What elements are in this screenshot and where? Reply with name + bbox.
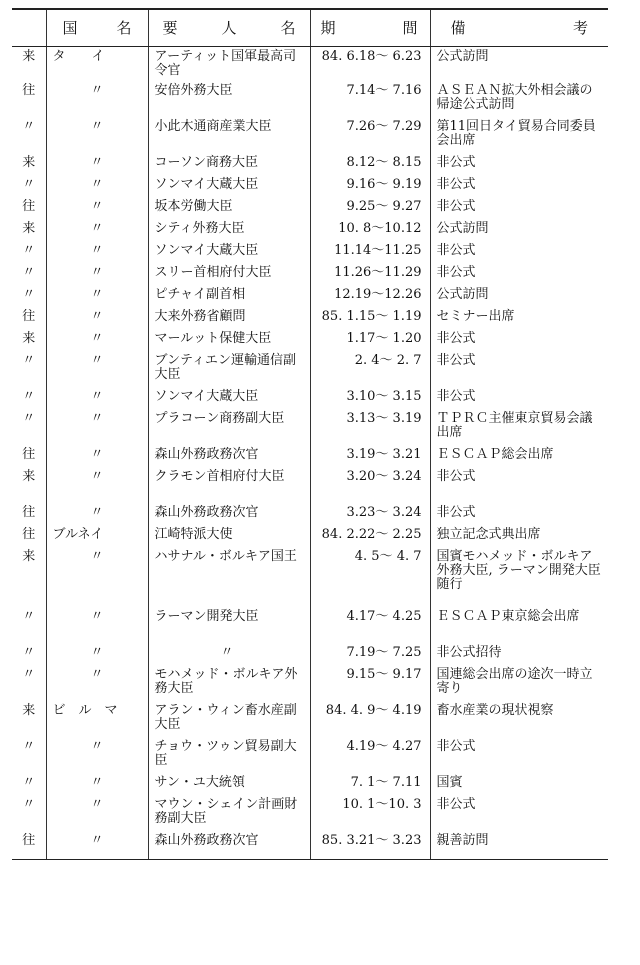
period-cell: 10. 1～10. 3	[310, 795, 430, 831]
direction-cell: 〃	[22, 243, 36, 258]
header-direction	[12, 9, 46, 47]
table-row	[12, 351, 608, 387]
note-cell: 独立記念式典出席	[430, 525, 608, 547]
direction-cell: 〃	[22, 739, 36, 754]
note-cell: 畜水産業の現状視察	[430, 701, 608, 737]
country-cell: 〃	[46, 197, 148, 219]
name-cell: プラコーン商務副大臣	[148, 409, 310, 445]
name-cell: クラモン首相府付大臣	[148, 467, 310, 503]
table-row	[12, 831, 608, 859]
table-row	[12, 547, 608, 607]
note-cell: 非公式	[430, 153, 608, 175]
visits-table	[12, 8, 608, 860]
note-cell: 国賓モハメッド・ボルキア外務大臣, ラーマン開発大臣随行	[430, 547, 608, 607]
table-row	[12, 263, 608, 285]
table-row	[12, 525, 608, 547]
country-cell: 〃	[46, 773, 148, 795]
direction-cell: 〃	[22, 119, 36, 134]
name-cell: スリー首相府付大臣	[148, 263, 310, 285]
note-cell: 国連総会出席の途次一時立寄り	[430, 665, 608, 701]
table-row	[12, 467, 608, 503]
direction-cell: 来	[22, 469, 36, 484]
table-row	[12, 445, 608, 467]
country-cell: 〃	[46, 737, 148, 773]
period-cell: 7.26～ 7.29	[310, 117, 430, 153]
table-row	[12, 773, 608, 795]
direction-cell: 〃	[22, 667, 36, 682]
note-cell: 非公式	[430, 329, 608, 351]
country-cell: 〃	[46, 607, 148, 643]
note-cell: ＥＳＣＡＰ総会出席	[430, 445, 608, 467]
country-cell: 〃	[46, 795, 148, 831]
period-cell: 3.19～ 3.21	[310, 445, 430, 467]
note-cell: 非公式	[430, 387, 608, 409]
name-cell: ソンマイ大蔵大臣	[148, 241, 310, 263]
period-cell: 11.14～11.25	[310, 241, 430, 263]
table-header	[12, 9, 608, 47]
period-cell: 84. 4. 9～ 4.19	[310, 701, 430, 737]
table-row	[12, 503, 608, 525]
name-cell: 大来外務省顧問	[148, 307, 310, 329]
direction-cell: 来	[22, 703, 36, 718]
note-cell: 第11回日タイ貿易合同委員会出席	[430, 117, 608, 153]
direction-cell: 来	[22, 49, 36, 64]
note-cell: 非公式	[430, 737, 608, 773]
country-cell: 〃	[46, 307, 148, 329]
period-cell: 3.13～ 3.19	[310, 409, 430, 445]
table-row	[12, 607, 608, 643]
period-cell: 1.17～ 1.20	[310, 329, 430, 351]
note-cell: 非公式	[430, 503, 608, 525]
table-row	[12, 81, 608, 117]
name-cell: ブンティエン運輸通信副大臣	[148, 351, 310, 387]
period-cell: 3.23～ 3.24	[310, 503, 430, 525]
direction-cell: 往	[22, 83, 36, 98]
country-cell: ビ ル マ	[46, 701, 148, 737]
period-cell: 3.20～ 3.24	[310, 467, 430, 503]
direction-cell: 〃	[22, 797, 36, 812]
period-cell: 84. 2.22～ 2.25	[310, 525, 430, 547]
direction-cell: 来	[22, 331, 36, 346]
direction-cell: 〃	[22, 411, 36, 426]
country-cell: 〃	[46, 831, 148, 859]
country-cell: 〃	[46, 329, 148, 351]
table-row	[12, 175, 608, 197]
direction-cell: 往	[12, 831, 46, 859]
country-cell: 〃	[46, 467, 148, 503]
note-cell: 非公式	[430, 197, 608, 219]
name-cell: ソンマイ大蔵大臣	[148, 175, 310, 197]
period-cell: 12.19～12.26	[310, 285, 430, 307]
country-cell: 〃	[46, 409, 148, 445]
direction-cell: 〃	[22, 265, 36, 280]
country-cell: 〃	[46, 117, 148, 153]
table-row	[12, 285, 608, 307]
direction-cell: 往	[22, 527, 36, 542]
direction-cell: 〃	[22, 645, 36, 660]
note-cell: ＥＳＣＡＰ東京総会出席	[430, 607, 608, 643]
table-row	[12, 219, 608, 241]
note-cell: セミナー出席	[430, 307, 608, 329]
direction-cell: 〃	[22, 177, 36, 192]
country-cell: 〃	[46, 445, 148, 467]
note-cell: 非公式	[430, 467, 608, 503]
country-cell: 〃	[46, 547, 148, 607]
name-cell: 森山外務政務次官	[148, 831, 310, 859]
name-cell: ラーマン開発大臣	[148, 607, 310, 643]
table-row	[12, 701, 608, 737]
note-cell: 公式訪問	[430, 285, 608, 307]
country-cell: 〃	[46, 665, 148, 701]
period-cell: 85. 1.15～ 1.19	[310, 307, 430, 329]
table-row	[12, 47, 608, 82]
period-cell: 9.15～ 9.17	[310, 665, 430, 701]
table-row	[12, 795, 608, 831]
note-cell: 公式訪問	[430, 47, 608, 82]
period-cell: 3.10～ 3.15	[310, 387, 430, 409]
name-cell: マールット保健大臣	[148, 329, 310, 351]
country-cell: 〃	[46, 643, 148, 665]
name-cell: 〃	[148, 643, 310, 665]
country-cell: 〃	[46, 387, 148, 409]
name-cell: アラン・ウィン畜水産副大臣	[148, 701, 310, 737]
direction-cell: 〃	[22, 609, 36, 624]
direction-cell: 往	[22, 309, 36, 324]
country-cell: 〃	[46, 351, 148, 387]
name-cell: サン・ユ大統領	[148, 773, 310, 795]
name-cell: 森山外務政務次官	[148, 503, 310, 525]
period-cell: 4. 5～ 4. 7	[310, 547, 430, 607]
name-cell: ピチャイ副首相	[148, 285, 310, 307]
document-page	[12, 8, 622, 953]
name-cell: モハメッド・ボルキア外務大臣	[148, 665, 310, 701]
period-cell: 8.12～ 8.15	[310, 153, 430, 175]
period-cell: 85. 3.21～ 3.23	[310, 831, 430, 859]
note-cell: 公式訪問	[430, 219, 608, 241]
period-cell: 4.19～ 4.27	[310, 737, 430, 773]
note-cell: ＴＰＲＣ主催東京貿易会議出席	[430, 409, 608, 445]
note-cell: 非公式	[430, 241, 608, 263]
country-cell: タ イ	[46, 47, 148, 82]
table-row	[12, 197, 608, 219]
period-cell: 2. 4～ 2. 7	[310, 351, 430, 387]
name-cell: 安倍外務大臣	[148, 81, 310, 117]
period-cell: 9.25～ 9.27	[310, 197, 430, 219]
period-cell: 7.14～ 7.16	[310, 81, 430, 117]
period-cell: 7. 1～ 7.11	[310, 773, 430, 795]
name-cell: マウン・シェイン計画財務副大臣	[148, 795, 310, 831]
table-row	[12, 153, 608, 175]
table-body	[12, 47, 608, 860]
note-cell: 非公式	[430, 175, 608, 197]
country-cell: 〃	[46, 81, 148, 117]
period-cell: 4.17～ 4.25	[310, 607, 430, 643]
country-cell: 〃	[46, 263, 148, 285]
direction-cell: 〃	[22, 287, 36, 302]
note-cell: 親善訪問	[430, 831, 608, 859]
note-cell: ＡＳＥＡＮ拡大外相会議の帰途公式訪問	[430, 81, 608, 117]
note-cell: 非公式	[430, 263, 608, 285]
name-cell: 森山外務政務次官	[148, 445, 310, 467]
period-cell: 11.26～11.29	[310, 263, 430, 285]
country-cell: 〃	[46, 153, 148, 175]
table-row	[12, 307, 608, 329]
name-cell: コーソン商務大臣	[148, 153, 310, 175]
name-cell: 江崎特派大使	[148, 525, 310, 547]
direction-cell: 〃	[22, 775, 36, 790]
table-row	[12, 329, 608, 351]
name-cell: シティ外務大臣	[148, 219, 310, 241]
header-period: 期 間	[310, 9, 430, 47]
table-row	[12, 665, 608, 701]
note-cell: 非公式招待	[430, 643, 608, 665]
direction-cell: 往	[22, 447, 36, 462]
direction-cell: 来	[22, 221, 36, 236]
table-row	[12, 409, 608, 445]
country-cell: 〃	[46, 285, 148, 307]
name-cell: 小此木通商産業大臣	[148, 117, 310, 153]
name-cell: アーティット国軍最高司令官	[148, 47, 310, 82]
name-cell: 坂本労働大臣	[148, 197, 310, 219]
direction-cell: 〃	[22, 353, 36, 368]
name-cell: ソンマイ大蔵大臣	[148, 387, 310, 409]
direction-cell: 来	[22, 549, 36, 564]
period-cell: 84. 6.18～ 6.23	[310, 47, 430, 82]
period-cell: 10. 8～10.12	[310, 219, 430, 241]
period-cell: 9.16～ 9.19	[310, 175, 430, 197]
table-row	[12, 387, 608, 409]
period-cell: 7.19～ 7.25	[310, 643, 430, 665]
header-name: 要 人 名	[148, 9, 310, 47]
direction-cell: 〃	[22, 389, 36, 404]
direction-cell: 来	[22, 155, 36, 170]
note-cell: 非公式	[430, 351, 608, 387]
name-cell: ハサナル・ボルキア国王	[148, 547, 310, 607]
country-cell: ブルネイ	[46, 525, 148, 547]
table-row	[12, 737, 608, 773]
table-row	[12, 241, 608, 263]
header-note: 備 考	[430, 9, 608, 47]
table-row	[12, 117, 608, 153]
direction-cell: 往	[22, 505, 36, 520]
country-cell: 〃	[46, 503, 148, 525]
header-country: 国 名	[46, 9, 148, 47]
note-cell: 国賓	[430, 773, 608, 795]
country-cell: 〃	[46, 241, 148, 263]
note-cell: 非公式	[430, 795, 608, 831]
name-cell: チョウ・ツゥン貿易副大臣	[148, 737, 310, 773]
table-row	[12, 643, 608, 665]
country-cell: 〃	[46, 219, 148, 241]
country-cell: 〃	[46, 175, 148, 197]
direction-cell: 往	[22, 199, 36, 214]
